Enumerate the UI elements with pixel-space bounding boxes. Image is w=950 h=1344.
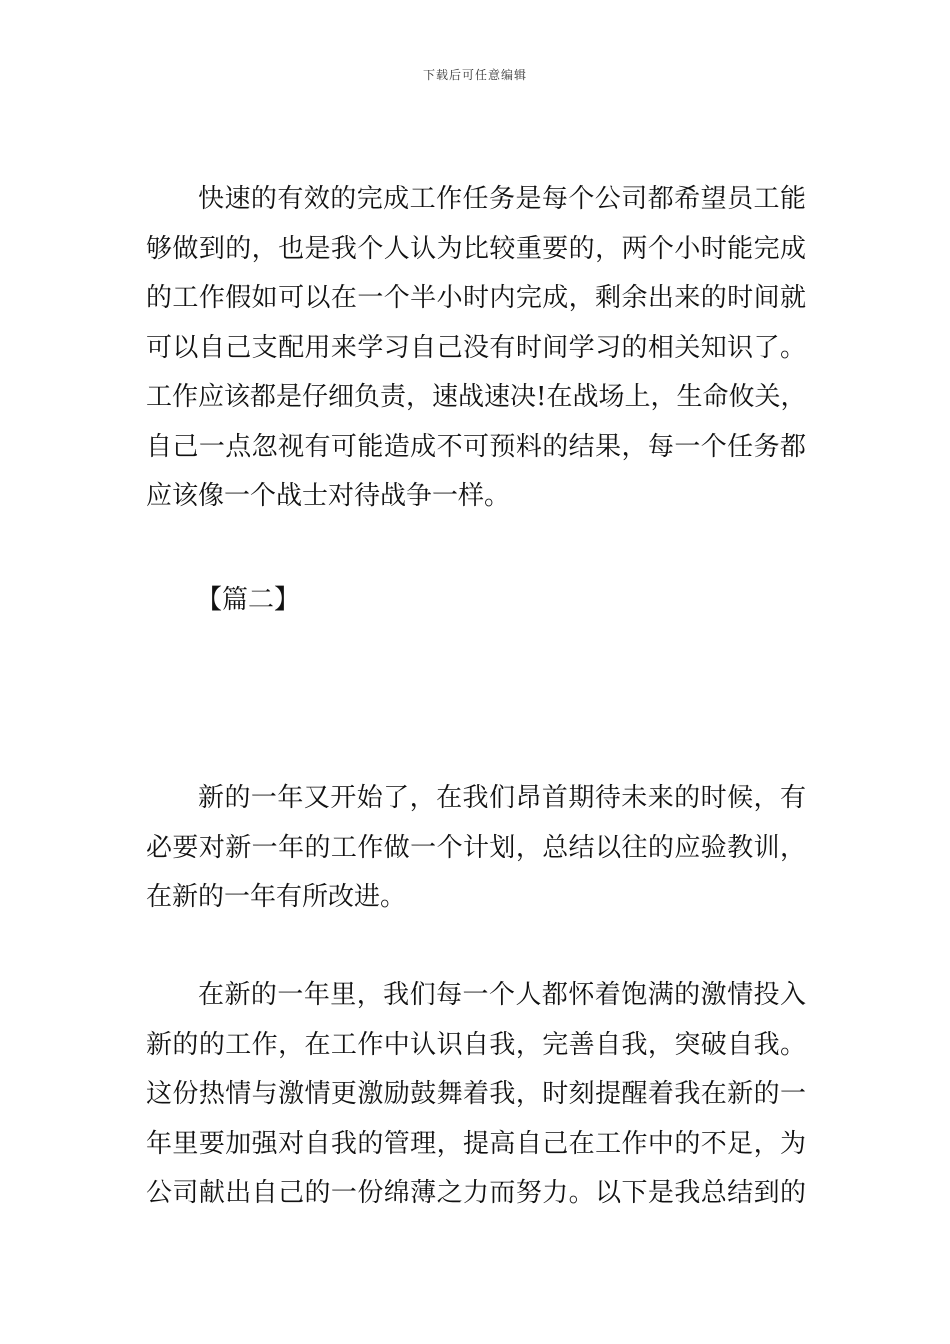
paragraph-line: 可以自己支配用来学习自己没有时间学习的相关知识了。	[146, 332, 806, 363]
paragraph-line: 在新的一年里，我们每一个人都怀着饱满的激情投入	[198, 980, 806, 1010]
paragraph-line: 年里要加强对自我的管理，提高自己在工作中的不足，为	[146, 1128, 806, 1159]
paragraph-line: 工作应该都是仔细负责，速战速决!在战场上，生命攸关，	[146, 382, 806, 412]
paragraph-line: 必要对新一年的工作做一个计划，总结以往的应验教训，	[146, 832, 806, 863]
paragraph-3	[146, 971, 806, 1219]
paragraph-line: 新的一年又开始了，在我们昂首期待未来的时候，有	[198, 783, 806, 813]
paragraph-line: 新的的工作，在工作中认识自我，完善自我，突破自我。	[146, 1029, 806, 1060]
paragraph-2	[146, 774, 806, 923]
paragraph-line: 在新的一年有所改进。	[146, 882, 407, 912]
paragraph-line: 快速的有效的完成工作任务是每个公司都希望员工能	[198, 184, 806, 214]
paragraph-line: 应该像一个战士对待战争一样。	[146, 481, 511, 511]
section-heading: 【篇二】	[196, 585, 301, 615]
page-header: 下载后可任意编辑	[422, 68, 527, 82]
paragraph-line: 的工作假如可以在一个半小时内完成，剩余出来的时间就	[146, 283, 806, 313]
paragraph-line: 公司献出自己的一份绵薄之力而努力。以下是我总结到的	[146, 1178, 806, 1208]
paragraph-1	[146, 175, 806, 522]
paragraph-line: 够做到的，也是我个人认为比较重要的，两个小时能完成	[146, 233, 806, 264]
paragraph-line: 这份热情与激情更激励鼓舞着我，时刻提醒着我在新的一	[146, 1079, 806, 1109]
paragraph-line: 自己一点忽视有可能造成不可预料的结果，每一个任务都	[146, 431, 806, 462]
